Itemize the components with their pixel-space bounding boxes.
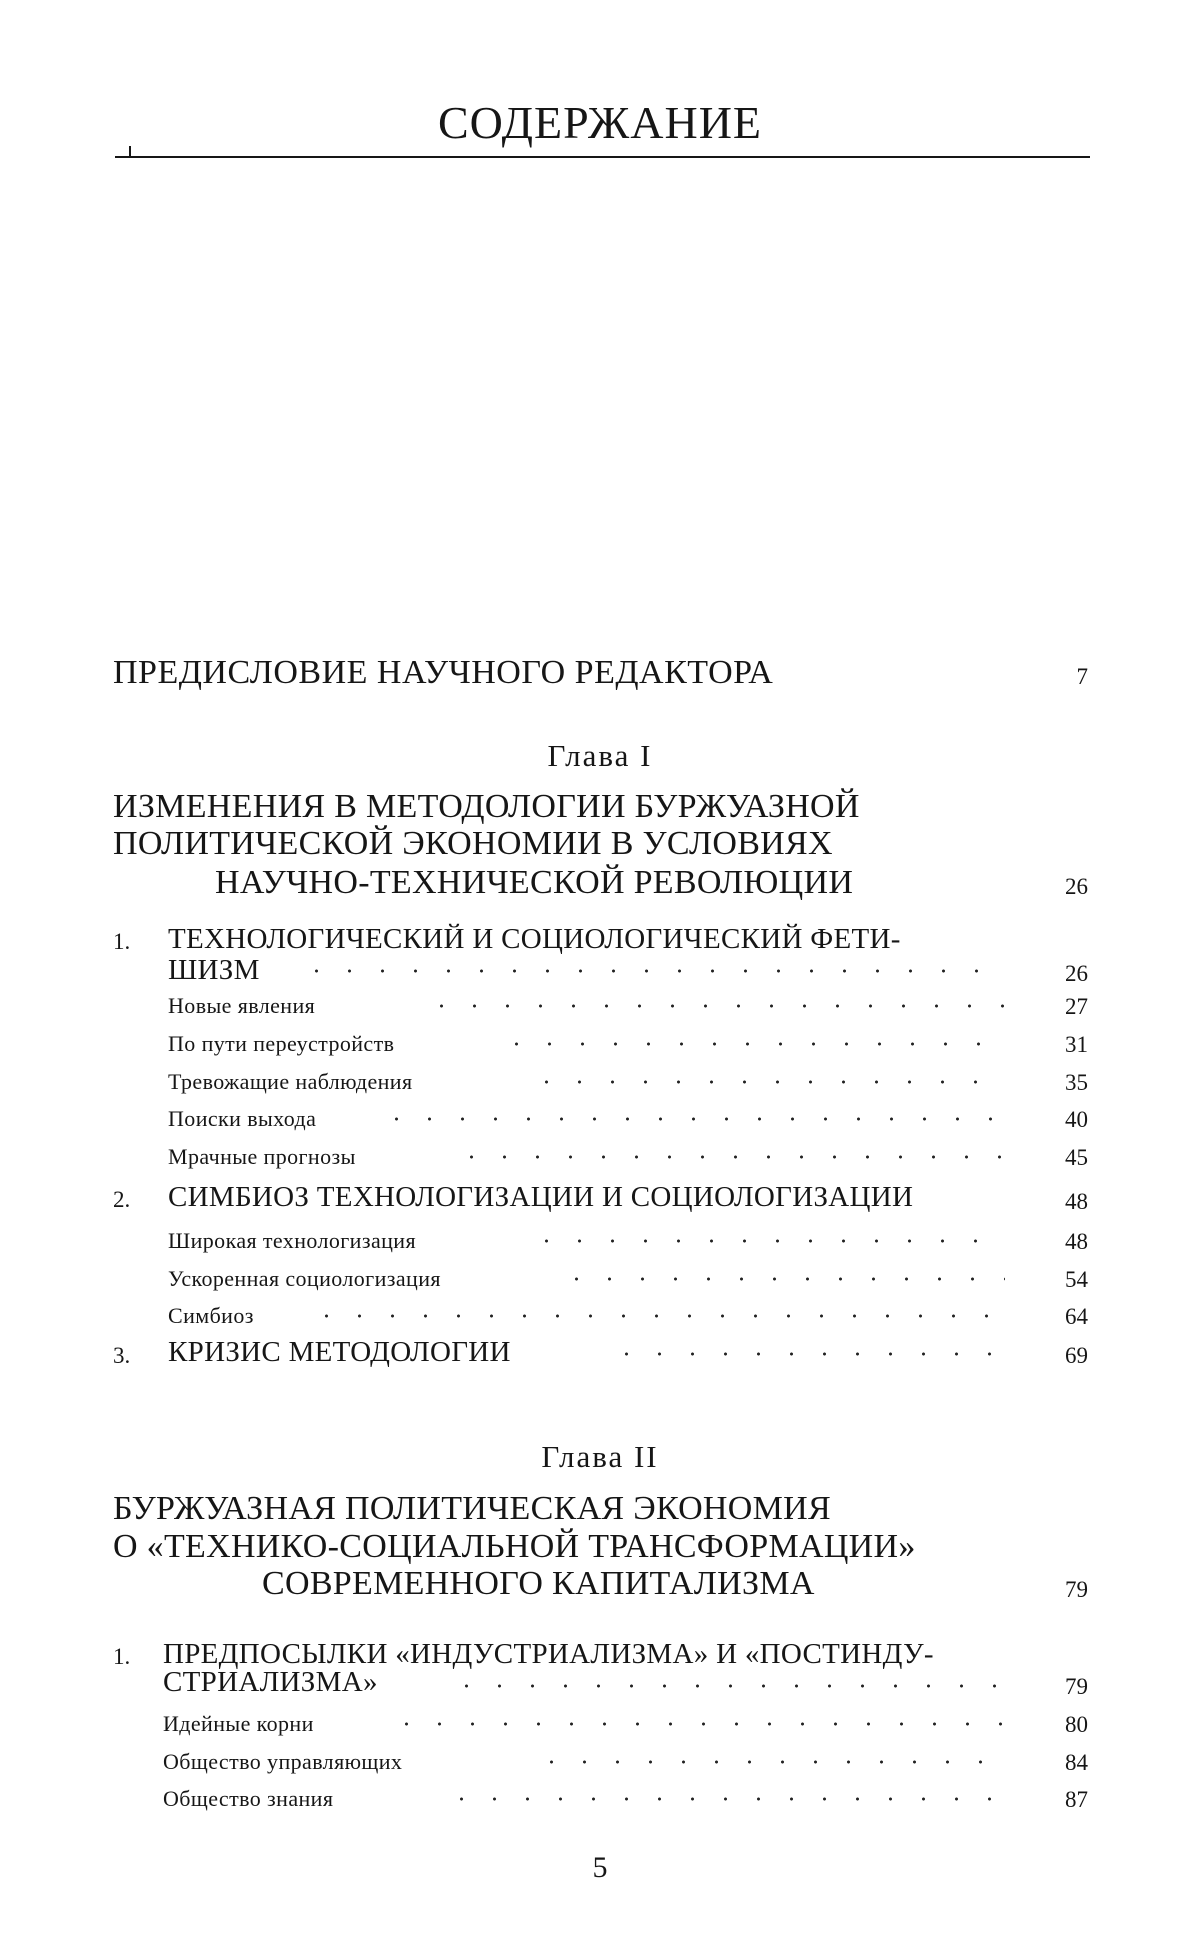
chapter2-page: 79 bbox=[1065, 1577, 1088, 1602]
leader-dots bbox=[450, 1670, 1005, 1690]
subsection-page: 45 bbox=[1065, 1145, 1088, 1170]
subsection-title[interactable]: Поиски выхода bbox=[168, 1106, 317, 1131]
title-rule bbox=[115, 156, 1090, 158]
chapter2-label: Глава II bbox=[541, 1439, 659, 1474]
subsection-title[interactable]: Мрачные прогнозы bbox=[168, 1144, 356, 1169]
subsection-title[interactable]: Симбиоз bbox=[168, 1303, 254, 1328]
chapter1-page: 26 bbox=[1065, 874, 1088, 899]
page-title: СОДЕРЖАНИЕ bbox=[437, 97, 763, 148]
chapter2-title-line[interactable]: О «ТЕХНИКО-СОЦИАЛЬНОЙ ТРАНСФОРМАЦИИ» bbox=[113, 1528, 916, 1565]
preface-page: 7 bbox=[1076, 664, 1088, 689]
subsection-page: 64 bbox=[1065, 1304, 1088, 1329]
subsection-title[interactable]: Новые явления bbox=[168, 993, 316, 1018]
subsection-page: 27 bbox=[1065, 994, 1088, 1019]
preface-title[interactable]: ПРЕДИСЛОВИЕ НАУЧНОГО РЕДАКТОРА bbox=[113, 654, 774, 691]
subsection-title[interactable]: Общество знания bbox=[163, 1786, 334, 1811]
section-number: 1. bbox=[113, 929, 131, 954]
section-number: 2. bbox=[113, 1187, 131, 1212]
subsection-title[interactable]: Общество управляющих bbox=[163, 1749, 403, 1774]
chapter1-title-line[interactable]: НАУЧНО-ТЕХНИЧЕСКОЙ РЕВОЛЮЦИИ bbox=[215, 864, 854, 901]
subsection-page: 31 bbox=[1065, 1032, 1088, 1057]
subsection-title[interactable]: Тревожащие наблюдения bbox=[168, 1069, 413, 1094]
subsection-title[interactable]: Идейные корни bbox=[163, 1711, 314, 1736]
leader-dots bbox=[425, 990, 1005, 1010]
page-number: 5 bbox=[592, 1851, 608, 1884]
subsection-title[interactable]: Широкая технологизация bbox=[168, 1228, 416, 1253]
subsection-page: 87 bbox=[1065, 1787, 1088, 1812]
leader-dots bbox=[610, 1338, 1005, 1358]
section-page: 69 bbox=[1065, 1343, 1088, 1368]
subsection-page: 40 bbox=[1065, 1107, 1088, 1132]
leader-dots bbox=[310, 1300, 1005, 1320]
section-title[interactable]: ПРЕДПОСЫЛКИ «ИНДУСТРИАЛИЗМА» И «ПОСТИНДУ- bbox=[163, 1638, 934, 1670]
section-title[interactable]: ТЕХНОЛОГИЧЕСКИЙ И СОЦИОЛОГИЧЕСКИЙ ФЕТИ- bbox=[168, 923, 901, 955]
leader-dots bbox=[530, 1225, 1005, 1245]
subsection-page: 48 bbox=[1065, 1229, 1088, 1254]
title-rule-tick bbox=[129, 146, 131, 156]
leader-dots bbox=[500, 1028, 1005, 1048]
subsection-title[interactable]: Ускоренная социологизация bbox=[168, 1266, 441, 1291]
section-page: 48 bbox=[1065, 1189, 1088, 1214]
leader-dots bbox=[380, 1103, 1005, 1123]
section-title[interactable]: СТРИАЛИЗМА» bbox=[163, 1666, 378, 1698]
section-page: 79 bbox=[1065, 1674, 1088, 1699]
leader-dots bbox=[560, 1263, 1005, 1283]
leader-dots bbox=[535, 1746, 1005, 1766]
chapter1-label: Глава I bbox=[547, 738, 653, 773]
section-number: 1. bbox=[113, 1644, 131, 1669]
subsection-page: 84 bbox=[1065, 1750, 1088, 1775]
section-title[interactable]: СИМБИОЗ ТЕХНОЛОГИЗАЦИИ И СОЦИОЛОГИЗАЦИИ bbox=[168, 1181, 914, 1213]
chapter1-title-line[interactable]: ПОЛИТИЧЕСКОЙ ЭКОНОМИИ В УСЛОВИЯХ bbox=[113, 825, 833, 862]
subsection-title[interactable]: По пути переустройств bbox=[168, 1031, 395, 1056]
chapter2-title-line[interactable]: СОВРЕМЕННОГО КАПИТАЛИЗМА bbox=[262, 1565, 815, 1602]
subsection-page: 54 bbox=[1065, 1267, 1088, 1292]
section-title[interactable]: КРИЗИС МЕТОДОЛОГИИ bbox=[168, 1336, 511, 1368]
leader-dots bbox=[300, 955, 1005, 975]
subsection-page: 80 bbox=[1065, 1712, 1088, 1737]
section-title[interactable]: ШИЗМ bbox=[168, 954, 260, 986]
leader-dots bbox=[445, 1783, 1005, 1803]
subsection-page: 35 bbox=[1065, 1070, 1088, 1095]
section-page: 26 bbox=[1065, 961, 1088, 986]
chapter1-title-line[interactable]: ИЗМЕНЕНИЯ В МЕТОДОЛОГИИ БУРЖУАЗНОЙ bbox=[113, 788, 860, 825]
leader-dots bbox=[390, 1708, 1005, 1728]
leader-dots bbox=[455, 1141, 1005, 1161]
section-number: 3. bbox=[113, 1343, 131, 1368]
leader-dots bbox=[530, 1066, 1005, 1086]
chapter2-title-line[interactable]: БУРЖУАЗНАЯ ПОЛИТИЧЕСКАЯ ЭКОНОМИЯ bbox=[113, 1490, 832, 1527]
